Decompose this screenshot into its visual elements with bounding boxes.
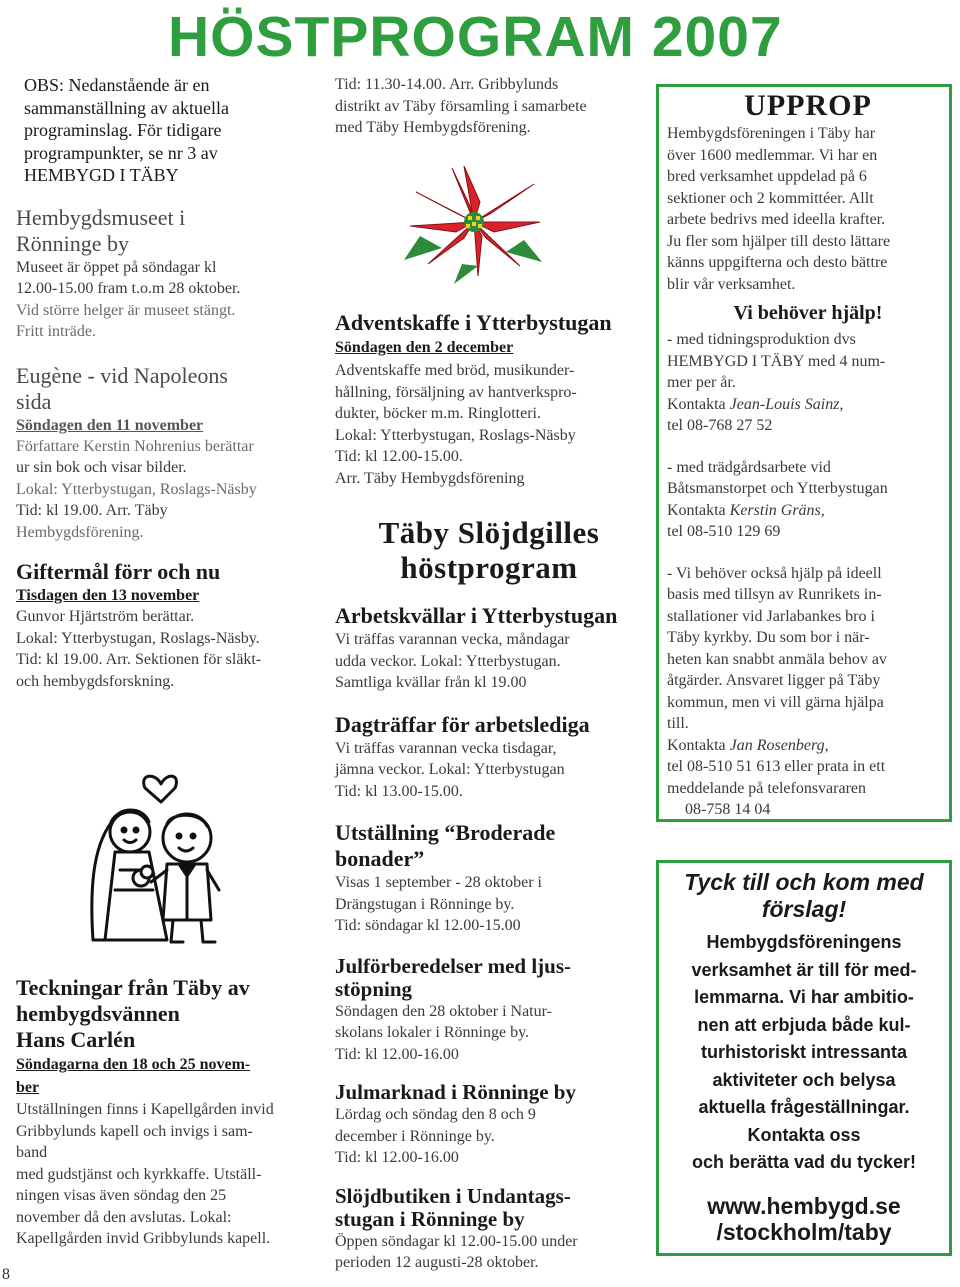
section-title: Slöjdbutiken i Undantags- [335,1183,571,1208]
contact-phone: tel 08-768 27 52 [667,417,773,434]
adventskaffe-section: Adventskaffe i Ytterbystugan Söndagen den 2 december Adventskaffe med bröd, musikunder- hållning, försäljning av hantverkspro- dukter, böcker m.m. Ringlotteri. Lokal: Ytterbystugan, Roslags-Näsby Tid: kl 12.00-15.00. Arr. Täby Hembygdsförening [335,310,635,489]
section-title: stugan i Rönninge by [335,1206,525,1231]
section-title: bonader” [335,846,425,871]
slojdgille-heading: Täby Slöjdgilles höstprogram [378,515,600,585]
column-middle-events [335,310,635,1274]
giftermal-section: Giftermål förr och nu Tisdagen den 13 november Gunvor Hjärtström berättar. Lokal: Ytterbystugan, Roslags-Näsby. Tid: kl 19.00. Arr. Sektionen för släkt- och hembygdsforskning. [16,559,316,692]
section-title: Hembygdsmuseet i [16,204,186,230]
section-title: Dagträffar för arbetslediga [335,711,590,737]
section-title: Utställning “Broderade [335,820,556,845]
dagtraffar-section: Dagträffar för arbetslediga Vi träffas varannan vecka tisdagar, jämna veckor. Lokal: Ytterbystugan Tid: kl 13.00-15.00. [335,712,635,803]
feedback-body: Hembygdsföreningens verksamhet är till för med- lemmarna. Vi har ambitio- nen att erbjuda både kul- turhistoriskt intressanta aktiviteter och belysa aktuella frågeställningar. Kontakta oss och berätta vad du tycker! [691,932,917,1172]
contact-line: Kontakta Jan Rosenberg, [667,736,829,754]
contact-line: Kontakta Jean-Louis Sainz, [667,395,844,413]
event-date: Söndagarna den 18 och 25 novem- [16,1056,251,1073]
upprop-title: UPPROP [744,89,872,122]
section-title: Julförberedelser med ljus- [335,953,572,978]
column-left [16,74,316,692]
event-date: Söndagen den 11 november [16,416,204,434]
section-title: Eugène - vid Napoleons [16,362,228,388]
feedback-title: Tyck till och kom med förslag! [684,869,924,922]
eugene-section: Eugène - vid Napoleons sida Söndagen den 11 november Författare Kerstin Nohrenius berättar ur sin bok och visar bilder. Lokal: Ytterbystugan, Roslags-Näsby Tid: kl 19.00. Arr. Täby Hembygdsförening. [16,363,316,544]
section-title: stöpning [335,976,413,1001]
obs-note: OBS: Nedanstående är en sammanställning av aktuella programinslag. För tidigare programpunkter, se nr 3 av HEMBYGD I TÄBY [24,75,229,185]
utstallning-section: Utställning “Broderade bonader” Visas 1 september - 28 oktober i Drängstugan i Rönninge by. Tid: söndagar kl 12.00-15.00 [335,820,635,937]
answering-machine-number: 08-758 14 04 [685,801,771,818]
contact-phone: tel 08-510 129 69 [667,523,781,540]
julforberedelser-section: Julförberedelser med ljus- stöpning Söndagen den 28 oktober i Natur- skolans lokaler i Rönninge by. Tid: kl 12.00-16.00 [335,955,635,1066]
page-number: 8 [2,1266,10,1283]
section-title: Teckningar från Täby av [16,975,250,1000]
arbetskvallar-section: Arbetskvällar i Ytterbystugan Vi träffas varannan vecka, måndagar udda veckor. Lokal: Ytterbystugan. Samtliga kvällar från kl 19.00 [335,603,635,694]
wedding-couple-illustration [75,760,250,950]
contact-line: Kontakta Kerstin Gräns, [667,501,825,519]
section-title: Julmarknad i Rönninge by [335,1080,576,1104]
teckningar-section: Teckningar från Täby av hembygdsvännen Hans Carlén Söndagarna den 18 och 25 novem- ber Utställningen finns i Kapellgården invid Gribbylunds kapell och invigs i sam- band med gudstjänst och kyrkkaffe. Utställ- ningen visas även söndag den 25 november då den avslutas. Lokal: Kapellgården invid Gribbylunds kapell. [16,975,316,1250]
help-callout: Vi behöver hjälp! [733,302,883,324]
column-middle: Tid: 11.30-14.00. Arr. Gribbylunds distrikt av Täby församling i samarbete med Täby Hembygdsförening. [335,76,587,136]
slojdbutiken-section: Slöjdbutiken i Undantags- stugan i Rönninge by Öppen söndagar kl 12.00-15.00 under perioden 12 augusti-28 oktober. [335,1185,635,1274]
contact-name: Jean-Louis Sainz, [729,395,844,413]
poinsettia-illustration [402,166,546,284]
section-title: hembygdsvännen [16,1001,180,1026]
section-title: Rönninge by [16,230,130,256]
event-date: ber [16,1079,40,1096]
website-link[interactable]: www.hembygd.se /stockholm/taby [707,1192,901,1245]
section-title: Hans Carlén [16,1027,136,1052]
event-date: Söndagen den 2 december [335,339,514,356]
feedback-box [656,860,952,1256]
section-title: Giftermål förr och nu [16,559,221,584]
section-title: Adventskaffe i Ytterbystugan [335,310,612,335]
museum-section: Hembygdsmuseet i Rönninge by Museet är öppet på söndagar kl 12.00-15.00 fram t.o.m 28 oktober. Vid större helger är museet stängt. Fritt inträde. [16,205,316,343]
contact-name: Kerstin Gräns, [729,501,825,519]
upprop-box: UPPROP Hembygdsföreningen i Täby har över 1600 medlemmar. Vi har en bred verksamhet uppdelad på 6 sektioner och 2 kommittéer. Allt arbete bedrivs med ideella krafter. Ju fler som hjälper till desto lättare känns uppgifterna och desto bättre blir vår verksamhet. Vi behöver hjälp! - med tidningsproduktion dvs HEMBYGD I TÄBY med 4 num- mer per år. Kontakta Jean-Louis Sainz, tel 08-768 27 52 - med trädgårdsarbete vid Båtsmanstorpet och Ytterbystugan Kontakta Kerstin Gräns, tel 08-510 129 69 - Vi behöver också hjälp på ideell basis med tillsyn av Runrikets in- stallationer vid Jarlabankes bro i Täby kyrkby. Du som bor i när- heten kan snabbt anmäla behov av åtgärder. Ansvaret ligger på Täby kommun, men vi vill gärna hjälpa till. Kontakta Jan Rosenberg, tel 08-510 51 613 eller prata in ett meddelande på telefonsvararen 08-758 14 04 [656,84,952,822]
event-date: Tisdagen den 13 november [16,587,200,604]
contact-name: Jan Rosenberg, [729,736,829,754]
page-title: HÖSTPROGRAM 2007 [168,5,783,69]
section-title: Arbetskvällar i Ytterbystugan [335,603,618,628]
section-title: sida [16,388,52,414]
julmarknad-section: Julmarknad i Rönninge by Lördag och söndag den 8 och 9 december i Rönninge by. Tid: kl 12.00-16.00 [335,1081,635,1169]
